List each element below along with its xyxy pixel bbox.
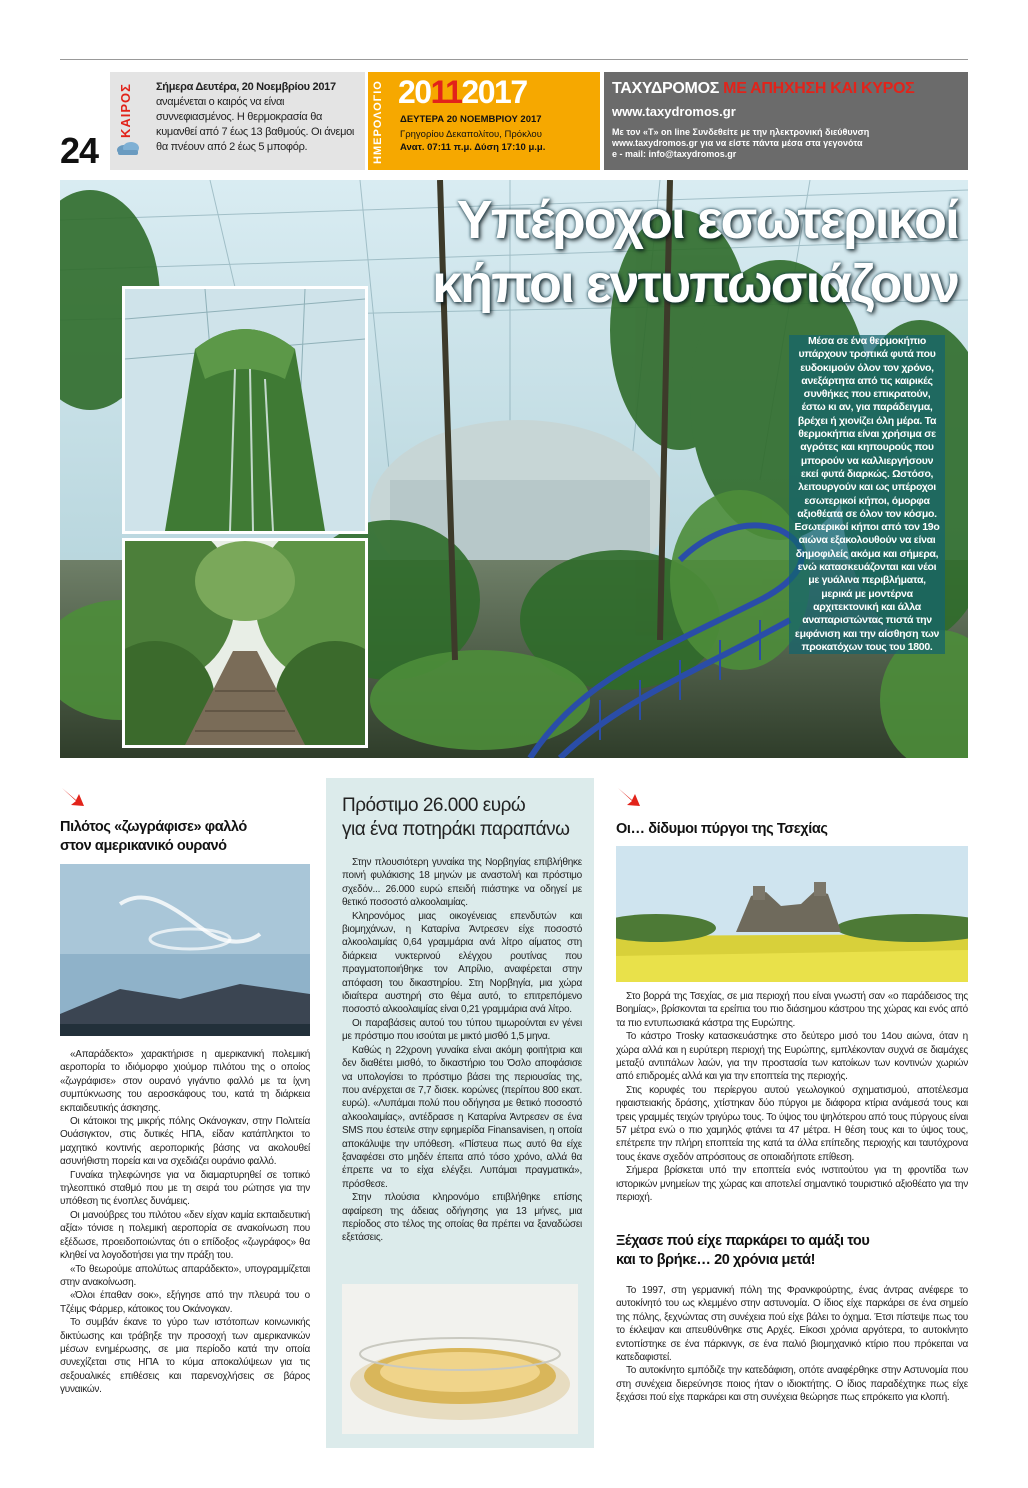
hero-title (398, 188, 958, 316)
right-sub-article-body (616, 1284, 968, 1405)
castle-field-illustration (616, 846, 968, 982)
sub-headline-line-1: Ξέχασε πού είχε παρκάρει το αμάξι του (616, 1233, 870, 1249)
right-paragraph: Στο βορρά της Τσεχίας, σε μια περιοχή που είναι γνωστή σαν «ο παράδεισος της Βοημίας», βρίσκονται τα ερείπια του πιο διάσημου κάστρου της χώρας και ενός από τα πιο εντυπωσιακά κάστρα της Ευρώπης. (616, 991, 968, 1029)
calendar-date (398, 74, 527, 111)
middle-paragraph: Στην πλούσια κληρονόμο επιβλήθηκε επίσης αφαίρεση της άδειας οδήγησης για 13 μήνες, μια περίοδος στο τέλος της οποίας θα πρέπει να ξαναδώσει εξετάσεις. (342, 1192, 582, 1244)
page-number: 24 (60, 130, 99, 171)
left-paragraph: Γυναίκα τηλεφώνησε για να διαμαρτυρηθεί σε τοπικό τηλεοπτικό σταθμό που με τη σειρά του ρώτησε για την υπόθεση τις ένοπλες δυνάμεις. (60, 1169, 310, 1208)
brand-slogan: ΜΕ ΑΠΗΧΗΣΗ ΚΑΙ ΚΥΡΟΣ (719, 80, 915, 97)
brand-info-email[interactable]: e - mail: info@taxydromos.gr (612, 149, 737, 159)
brand-info (612, 127, 962, 160)
left-article-body (60, 1048, 310, 1397)
right-sub-paragraph: Το 1997, στη γερμανική πόλη της Φρανκφούρτης, ένας άντρας ανέφερε το αυτοκίνητό του ως κλεμμένο στην αστυνομία. Ο ίδιος είχε παρκάρει σε ένα σημείο της πόλης, ξεχνώντας στη συνέχεια πού είχε βάλει το όχημα. Έτσι πίστεψε πως του το έκλεψαν και απευθύνθηκε στις Αρχές. Είκοσι χρόνια αργότερα, το αυτοκίνητο εντοπίστηκε σε ένα πάρκινγκ, σε ένα παλιό βιομηχανικό κτίριο που πρόκειται να κατεδαφιστεί. (616, 1285, 968, 1364)
right-article-image (616, 846, 968, 982)
right-sub-headline (616, 1232, 968, 1270)
calendar-label: ΗΜΕΡΟΛΟΓΙΟ (372, 80, 384, 164)
right-paragraph: Σήμερα βρίσκεται υπό την εποπτεία ενός ινστιτούτου για τη φροντίδα των ιστορικών μνημείων της χώρας και αποτελεί σημαντικό τουριστικό αξιοθέατο για την περιοχή. (616, 1165, 968, 1204)
walkway-inset-image (122, 538, 368, 748)
sub-headline-line-2: και το βρήκε… 20 χρόνια μετά! (616, 1252, 816, 1268)
right-article-headline: Οι… δίδυμοι πύργοι της Τσεχίας (616, 821, 828, 837)
left-paragraph: «Το θεωρούμε απολύτως απαράδεκτο», υπογραμμίζεται στην ανακοίνωση. (60, 1263, 310, 1288)
middle-article-image (342, 1284, 578, 1434)
right-article-body (616, 990, 968, 1205)
middle-paragraph: Κληρονόμος μιας οικογένειας επενδυτών και βιομηχάνων, η Καταρίνα Άντρεσεν είχε ποσοστό αλκοολαιμίας 0,64 γραμμάρια ανά λίτρο αίματος στη διάρκεια νυκτερινού ελέγχου ρουτίνας που πραγματοποιήθηκε τον Απρίλιο, αναφέρεται στην απόφαση του δικαστηρίου. Στη Νορβηγία, μια χώρα ιδιαίτερα αυστηρή στο θέμα αυτό, το επιτρεπόμενο ποσοστό αλκοολαιμίας είναι 0,21 γραμμάρια ανά λίτρο. (342, 910, 582, 1016)
middle-headline-line-2: για ένα ποτηράκι παραπάνω (342, 819, 570, 840)
brand-info-line-2: www.taxydromos.gr για να είστε πάντα μέσα στα γεγονότα (612, 138, 863, 148)
middle-paragraph: Καθώς η 22χρονη γυναίκα είναι ακόμη φοιτήτρια και δεν διαθέτει μισθό, το δικαστήριο του Όσλο αποφάσισε να υπολογίσει το πρόστιμο βάσει της περιουσίας της, που ανέρχεται σε 7,7 δισεκ. κορώνες (περίπου 800 εκατ. ευρώ). «Λυπάμαι πολύ που οδήγησα με θετικό ποσοστό αλκοολαιμίας», αντέδρασε η Καταρίνα Άντρεσεν σε ένα SMS που έστειλε στην εφημερίδα Finansavisen, η οποία αποκάλυψε την υπόθεση. «Πίστευα πως αυτό θα είχε ξαναφέσει στο μηδέν έπειτα από τόσο χρόνο, αλλά θα έπρεπε να το είχα ελέγξει. Λυπάμαι πραγματικά», πρόσθεσε. (342, 1044, 582, 1190)
mountain-waterfall-illustration (125, 289, 365, 531)
middle-article-body (342, 856, 582, 1245)
left-headline-line-1: Πιλότος «ζωγράφισε» φαλλό (60, 819, 247, 835)
left-paragraph: Το συμβάν έκανε το γύρο των ιστότοπων κοινωνικής δικτύωσης και τράβηξε την προσοχή των αμερικανικών μέσων ενημέρωσης, σε μια περίοδο κατά την οποία συνεχίζεται στις ΗΠΑ το κύμα αποκαλύψεων για τις σεξουαλικές επιθέσεις και παρενοχλήσεις σε βάρος γυναικών. (60, 1317, 310, 1396)
left-headline-line-2: στον αμερικανικό ουρανό (60, 838, 227, 854)
weather-label: ΚΑΙΡΟΣ (118, 83, 133, 138)
brand-info-line-1: Με τον «Τ» on line Συνδεθείτε με την ηλεκτρονική διεύθυνση (612, 127, 870, 137)
calendar-name-days: Γρηγορίου Δεκαπολίτου, Πρόκλου (400, 129, 542, 140)
weather-forecast: αναμένεται ο καιρός να είναι συννεφιασμένος. Η θερμοκρασία θα κυμανθεί από 7 έως 13 βαθμούς. Οι άνεμοι θα πνέουν από 2 έως 5 μποφόρ. (156, 96, 355, 153)
hero-text: Μέσα σε ένα θερμοκήπιο υπάρχουν τροπικά φυτά που ευδοκιμούν όλον τον χρόνο, ανεξάρτητα από τις καιρικές συνθήκες που επικρατούν, έστω κι αν, για παράδειγμα, βρέχει ή χιονίζει όλη μέρα. Τα θερμοκήπια είναι χρήσιμα σε αγρότες και κηπουρούς που μπορούν να καλλιεργήσουν εκεί φυτά διαρκώς. Ωστόσο, λειτουργούν και ως υπέροχοι εσωτερικοί κήποι, όμορφα αξιοθέατα σε όλον τον κόσμο. Εσωτερικοί κήποι από τον 19ο αιώνα εξακολουθούν να είναι δημοφιλείς ακόμα και σήμερα, ενώ κατασκευάζονται και νέοι με γυάλινα περιβλήματα, μερικά με μοντέρνα αρχιτεκτονική και άλλα αναπαριστώντας πιστά την εμφάνιση και την αίσθηση των προκατόχων τους του 1800. (789, 335, 945, 654)
left-paragraph: Οι κάτοικοι της μικρής πόλης Οκάνογκαν, στην Πολιτεία Ουάσιγκτον, στις δυτικές ΗΠΑ, είδαν κατάπληκτοι το μαχητικό κοντινής αεροπορικής βάσης να ακολουθεί ασυνήθιστη πορεία και να σχεδιάζει ουράνιο φαλλό. (60, 1116, 310, 1168)
hero-title-line-2: κήποι εντυπωσιάζουν (432, 254, 958, 314)
middle-headline-line-1: Πρόστιμο 26.000 ευρώ (342, 795, 526, 816)
middle-paragraph: Στην πλουσιότερη γυναίκα της Νορβηγίας επιβλήθηκε ποινή φυλάκισης 18 μηνών με αναστολή και πρόστιμο σχεδόν... 26.000 ευρώ επειδή πιάστηκε να οδηγεί με θετικό ποσοστό αλκοολαιμίας. (342, 857, 582, 909)
calendar-year: 2017 (461, 74, 527, 110)
left-paragraph: «Απαράδεκτο» χαρακτήρισε η αμερικανική πολεμική αεροπορία το ιδιόμορφο χιούμορ πιλότου της ο οποίος «ζωγράφισε» στον ουρανό γιγάντιο φαλλό με τα ίχνη συμπύκνωσης του αεροσκάφους του, κατά τη διάρκεια εκπαιδευτικής άσκησης. (60, 1049, 310, 1114)
hero-title-line-1: Υπέροχοι εσωτερικοί (456, 190, 958, 250)
middle-paragraph: Οι παραβάσεις αυτού του τύπου τιμωρούνται εν γένει με πρόστιμο που ισούται με μικτό μισθό 1,5 μηνα. (342, 1017, 582, 1043)
calendar-sun-times: Ανατ. 07:11 π.μ. Δύση 17:10 μ.μ. (400, 142, 546, 153)
red-arrow-icon (60, 786, 86, 808)
middle-article-headline (342, 794, 582, 842)
red-arrow-icon (616, 786, 642, 808)
right-sub-paragraph: Το αυτοκίνητο εμπόδιζε την κατεδάφιση, οπότε αναφέρθηκε στην Αστυνομία που στη συνέχεια διερεύνησε ποιος ήταν ο ιδιοκτήτης. Ο ίδιος παραδέχτηκε πως είχε ξεχάσει πού είχε παρκάρει και στη συνέχεια θεώρησε πως επρόκειτο για κλοπή. (616, 1365, 968, 1404)
cloud-icon (115, 140, 141, 156)
right-paragraph: Στις κορυφές του περίεργου αυτού γεωλογικού σχηματισμού, αποτέλεσμα ηφαιστειακής δράσης, χτίστηκαν δύο πύργοι με διάφορα κτίρια ανάμεσά τους και τρεις γραμμές τειχών τριγύρω τους. Το ύψος του ψηλότερου από τους πύργους είναι 57 μέτρα ενώ ο πιο χαμηλός φτάνει τα 47 μέτρα. Η θέση τους και το ύψος τους, επέτρεπε την πλήρη εποπτεία της κατά τα άλλα επίπεδης περιοχής και ταυτόχρονα τους έκανε σχεδόν απρόσιτους σε οποιαδήποτε επίθεση. (616, 1084, 968, 1163)
weather-date: Σήμερα Δευτέρα, 20 Νοεμβρίου 2017 (156, 81, 336, 93)
brand-name: ΤΑΧΥΔΡΟΜΟΣ (612, 80, 720, 97)
calendar-month: 11 (430, 74, 462, 110)
top-rule (60, 59, 968, 60)
brand-url[interactable]: www.taxydromos.gr (612, 104, 736, 119)
right-paragraph: Το κάστρο Trosky κατασκευάστηκε στο δεύτερο μισό του 14ου αιώνα, όταν η χώρα αλλά και η ευρύτερη περιοχή της Ευρώπης, εμπλέκονταν συχνά σε διαμάχες μεταξύ αντιπάλων λαών, για την προστασία των κατοίκων των κοντινών χωριών από επιδρομές αλλά και για την εποπτεία της περιοχής. (616, 1031, 968, 1083)
left-paragraph: Οι μανούβρες του πιλότου «δεν είχαν καμία εκπαιδευτική αξία» τόνισε η πολεμική αεροπορία σε ανακοίνωση που εξέδωσε, προειδοποιώντας ότι ο επίδοξος «ζωγράφος» θα κληθεί να λογοδοτήσει για την πράξη του. (60, 1209, 310, 1262)
left-paragraph: «Όλοι έπαθαν σοκ», εξήγησε από την πλευρά του ο Τζέιμς Φάρμερ, κάτοικος του Οκάνογκαν. (60, 1290, 310, 1315)
cloud-forest-inset-image (122, 286, 368, 534)
left-article-image (60, 864, 310, 1036)
calendar-day: 20 (398, 74, 431, 110)
whisky-glass-illustration (342, 1284, 578, 1434)
brand-title (612, 80, 914, 98)
left-article-headline (60, 818, 310, 856)
weather-text (156, 80, 360, 155)
sky-drawing-illustration (60, 864, 310, 1036)
jungle-walkway-illustration (125, 541, 365, 745)
calendar-date-line: ΔΕΥΤΕΡΑ 20 ΝΟΕΜΒΡΙΟΥ 2017 (400, 114, 542, 125)
